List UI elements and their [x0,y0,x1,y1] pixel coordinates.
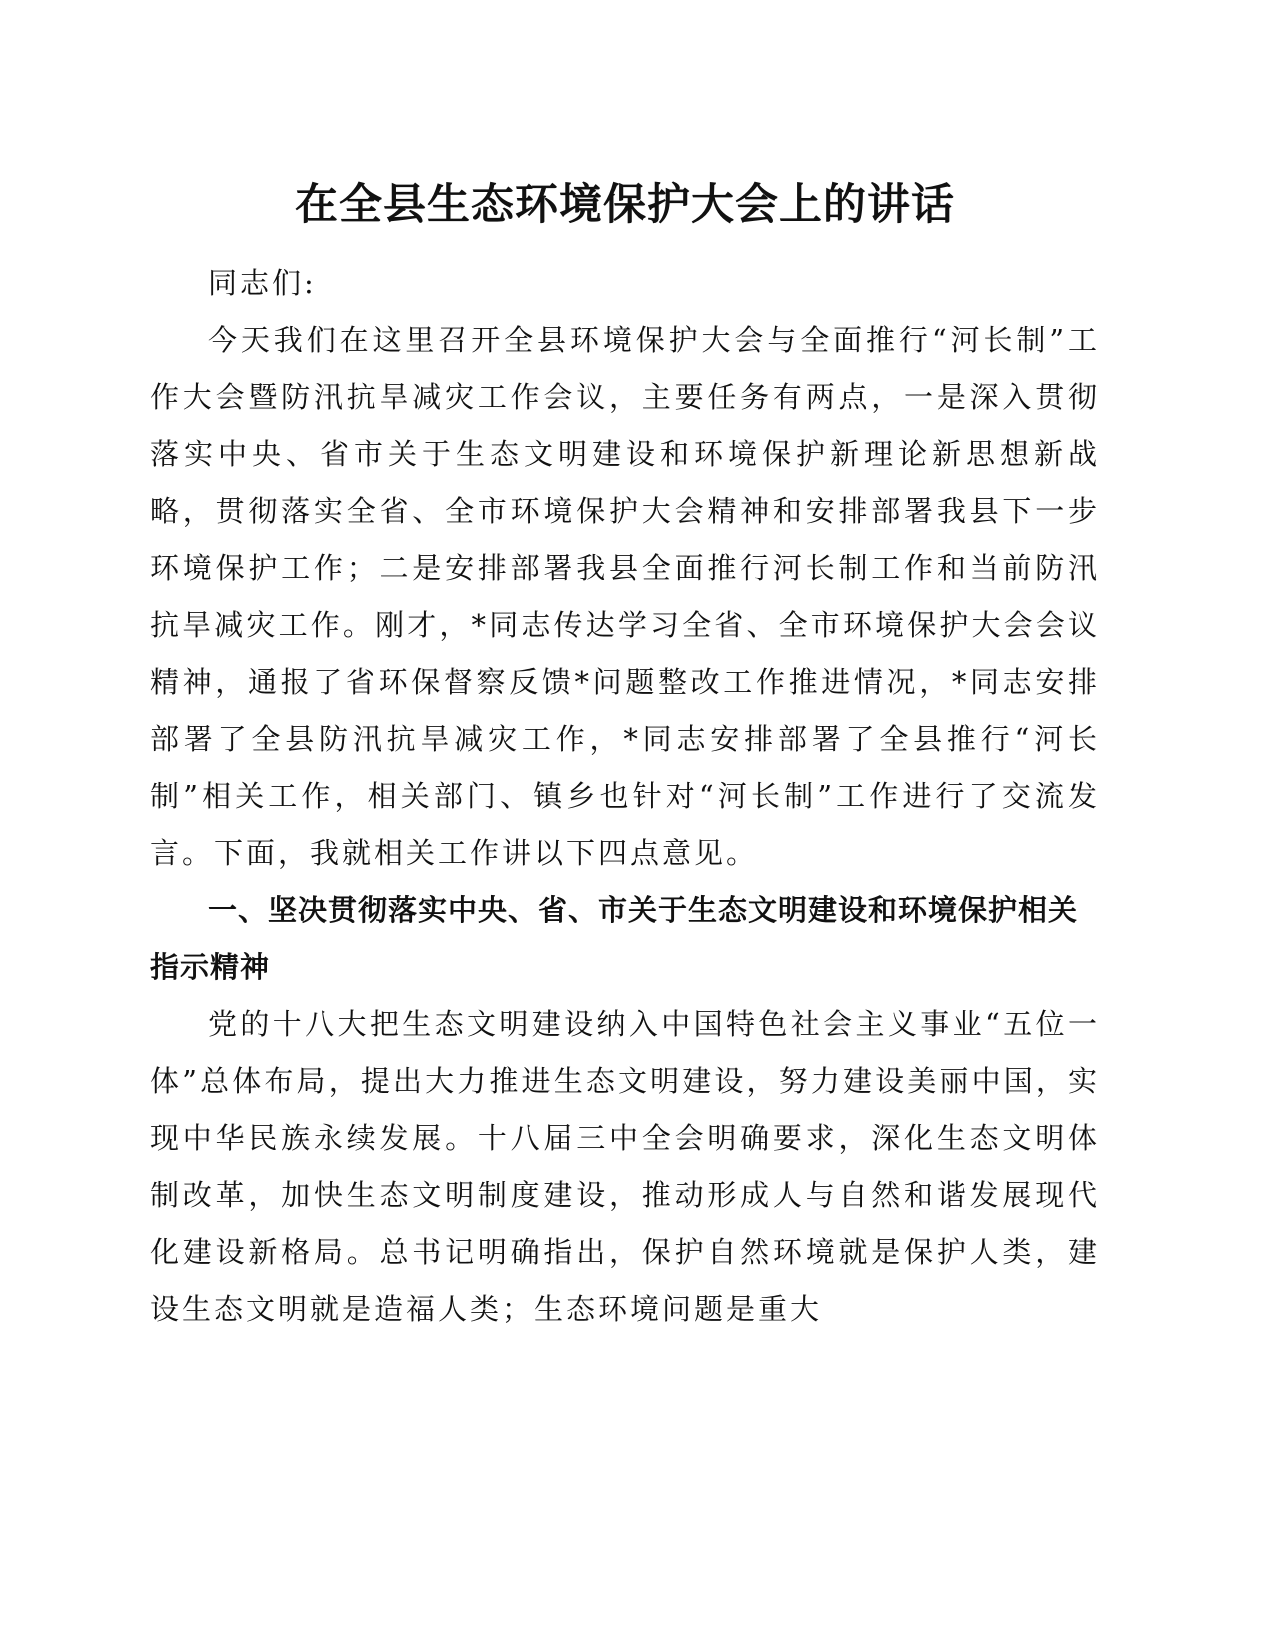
document-page [150,175,1100,1338]
intro-paragraph: 今天我们在这里召开全县环境保护大会与全面推行“河长制”工作大会暨防汛抗旱减灾工作会议，主要任务有两点，一是深入贯彻落实中央、省市关于生态文明建设和环境保护新理论新思想新战略，贯彻落实全省、全市环境保护大会精神和安排部署我县下一步环境保护工作；二是安排部署我县全面推行河长制工作和当前防汛抗旱减灾工作。刚才，*同志传达学习全省、全市环境保护大会会议精神，通报了省环保督察反馈*问题整改工作推进情况，*同志安排部署了全县防汛抗旱减灾工作，*同志安排部署了全县推行“河长制”相关工作，相关部门、镇乡也针对“河长制”工作进行了交流发言。下面，我就相关工作讲以下四点意见。 [150,323,1100,870]
document-title: 在全县生态环境保护大会上的讲话 [295,180,955,230]
salutation: 同志们: [208,266,317,300]
section-1-paragraph: 党的十八大把生态文明建设纳入中国特色社会主义事业“五位一体”总体布局，提出大力推进生态文明建设，努力建设美丽中国，实现中华民族永续发展。十八届三中全会明确要求，深化生态文明体制改革，加快生态文明制度建设，推动形成人与自然和谐发展现代化建设新格局。总书记明确指出，保护自然环境就是保护人类，建设生态文明就是造福人类；生态环境问题是重大 [150,1007,1100,1326]
section-heading-1: 一、坚决贯彻落实中央、省、市关于生态文明建设和环境保护相关指示精神 [150,893,1079,984]
